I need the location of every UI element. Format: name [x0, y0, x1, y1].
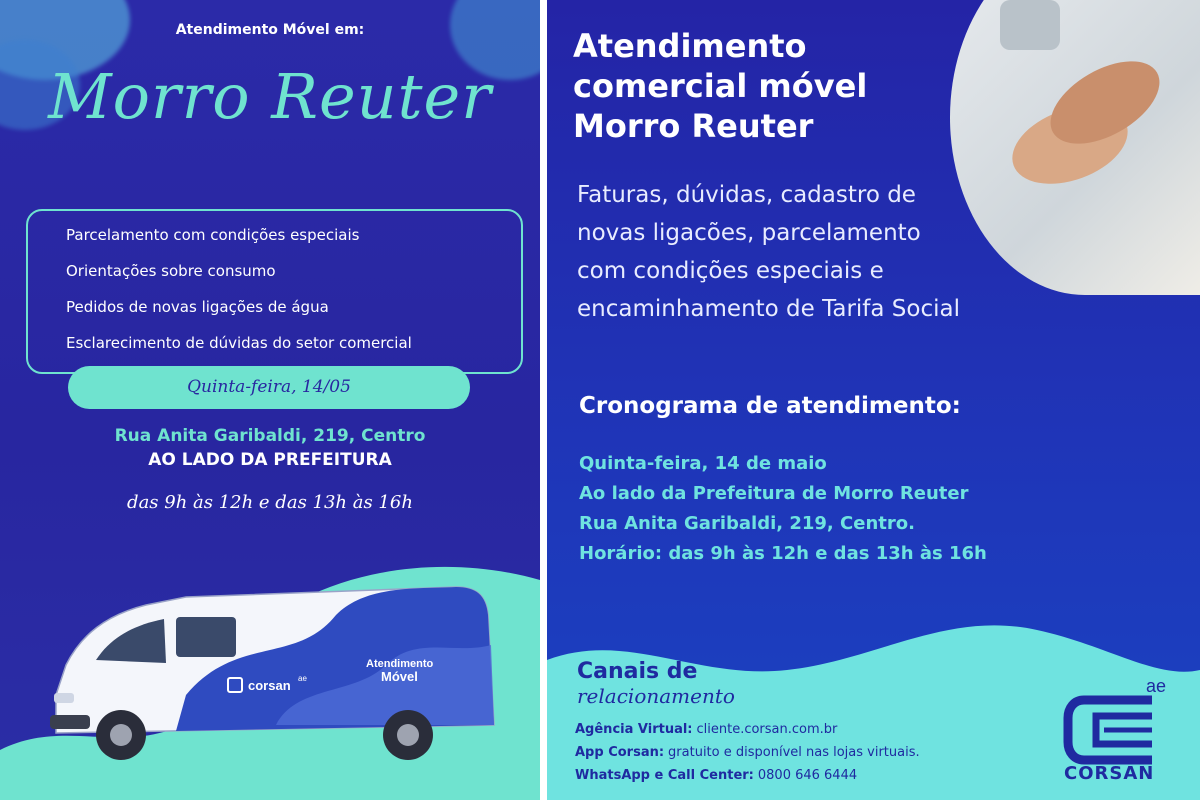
logo-text: CORSAN — [1064, 763, 1155, 784]
schedule-line: Horário: das 9h às 12h e das 13h às 16h — [579, 543, 987, 564]
title-line: Morro Reuter — [573, 107, 814, 145]
title-line: comercial móvel — [573, 67, 868, 105]
hours-line: das 9h às 12h e das 13h às 16h — [127, 492, 413, 513]
schedule-line: Rua Anita Garibaldi, 219, Centro. — [579, 513, 915, 534]
channel-row — [575, 722, 837, 737]
channel-label: Agência Virtual: — [575, 722, 693, 737]
left-flyer — [0, 0, 540, 800]
channel-label: App Corsan: — [575, 745, 665, 760]
right-flyer — [547, 0, 1200, 800]
schedule-line: Quinta-feira, 14 de maio — [579, 453, 827, 474]
van-brand-suffix: ae — [298, 674, 307, 683]
right-title — [573, 26, 867, 146]
left-title: Morro Reuter — [48, 60, 492, 133]
van-brand: corsan — [248, 678, 291, 693]
channel-value: cliente.corsan.com.br — [696, 722, 838, 737]
channels-heading: Canais de — [577, 659, 698, 684]
schedule-line: Ao lado da Prefeitura de Morro Reuter — [579, 483, 969, 504]
van-label: Atendimento — [366, 658, 434, 670]
service-item: Esclarecimento de dúvidas do setor comercial — [66, 334, 412, 352]
channel-label: WhatsApp e Call Center: — [575, 768, 754, 783]
service-item: Orientações sobre consumo — [66, 262, 276, 280]
services-box — [26, 209, 523, 374]
faucet-shape — [1000, 0, 1060, 50]
schedule-heading: Cronograma de atendimento: — [579, 393, 961, 419]
title-line: Atendimento — [573, 27, 807, 65]
van-label: Móvel — [381, 669, 418, 684]
date-pill: Quinta-feira, 14/05 — [68, 366, 470, 409]
service-van-image — [36, 575, 506, 770]
service-item: Pedidos de novas ligações de água — [66, 298, 329, 316]
address-line: Rua Anita Garibaldi, 219, Centro — [114, 426, 426, 446]
channel-row — [575, 768, 857, 783]
right-description: Faturas, dúvidas, cadastro de novas ligacões, parcelamento com condições especiais e encaminhamento de Tarifa Social — [577, 182, 960, 322]
channel-row — [575, 745, 920, 760]
address-note: AO LADO DA PREFEITURA — [148, 450, 392, 470]
channel-value: 0800 646 6444 — [757, 768, 858, 783]
channels-subheading: relacionamento — [577, 684, 735, 708]
channel-value: gratuito e disponível nas lojas virtuais. — [668, 745, 920, 760]
left-subtitle: Atendimento Móvel em: — [175, 22, 365, 38]
hand-washing-photo — [950, 0, 1200, 295]
logo-suffix: ae — [1146, 676, 1167, 696]
service-item: Parcelamento com condições especiais — [66, 226, 360, 244]
